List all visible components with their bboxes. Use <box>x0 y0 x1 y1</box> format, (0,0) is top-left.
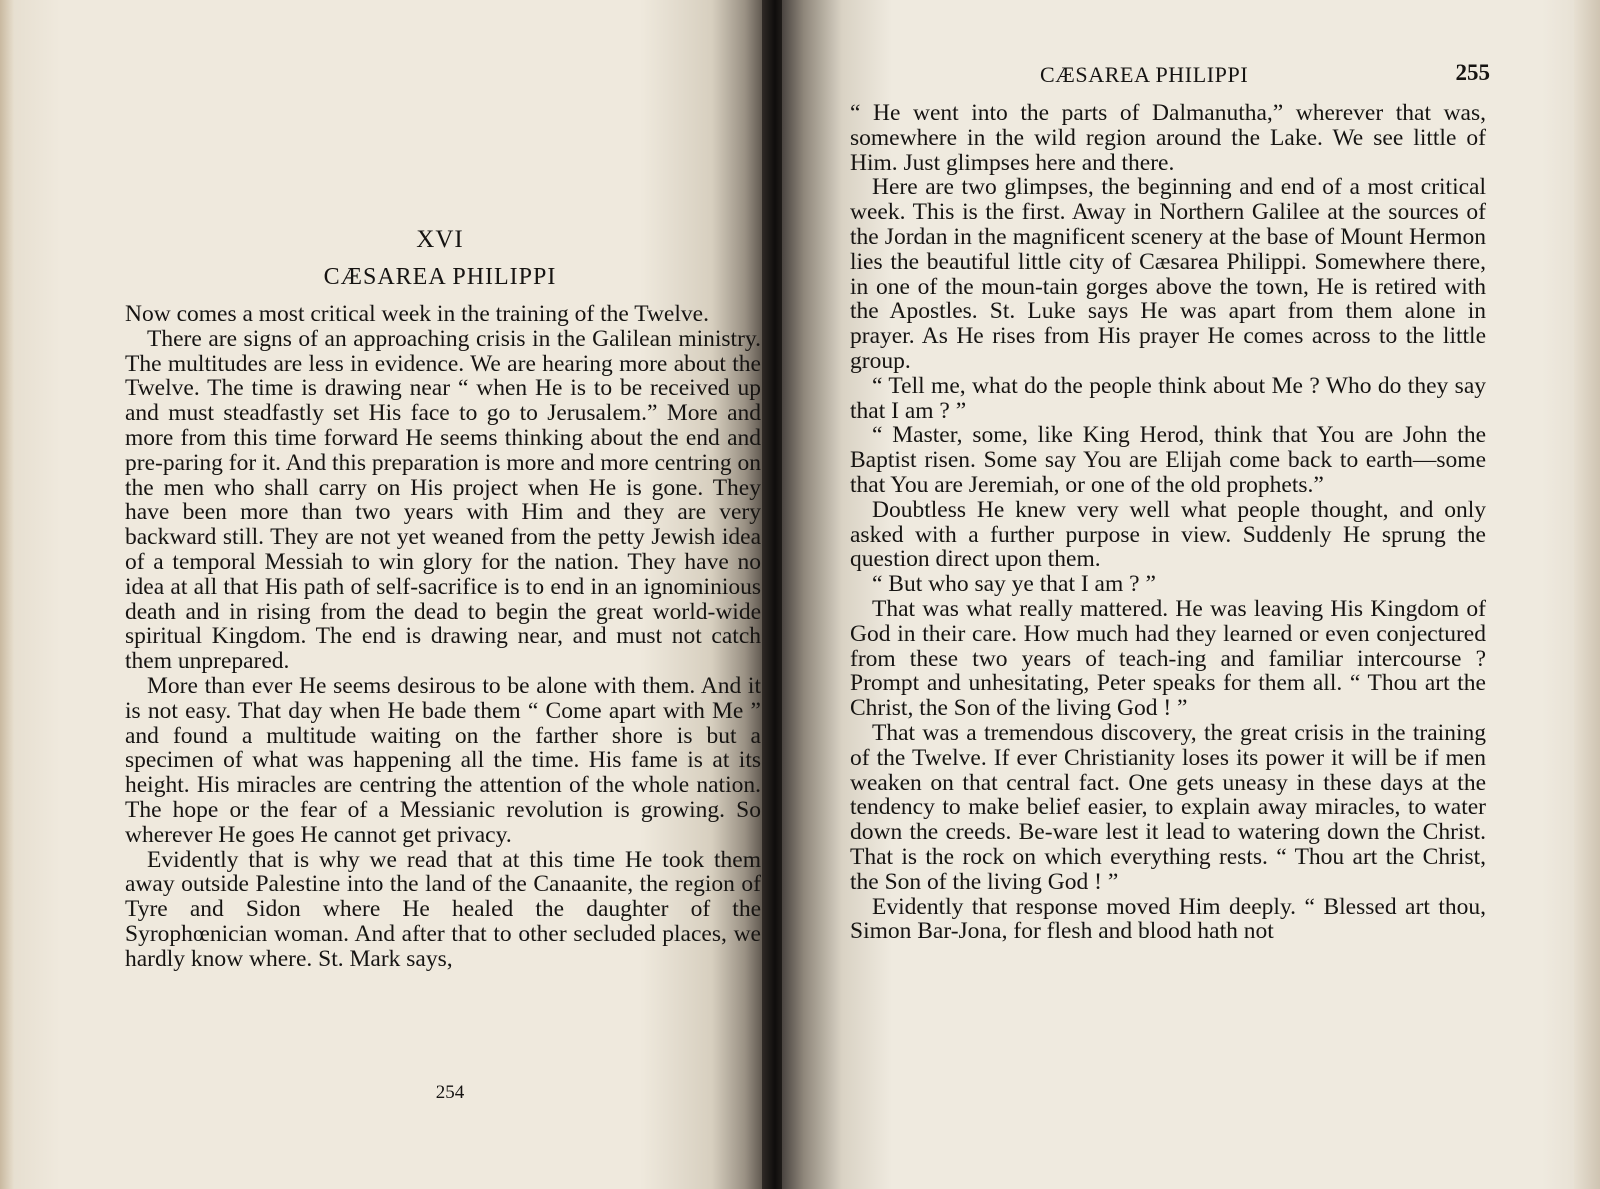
page-number-left: 254 <box>435 1082 465 1103</box>
paragraph: More than ever He seems desirous to be alone with them. And it is not easy. That day when He bade them “ Come apart with Me ” and found a multitude waiting on the farther shore is but a specimen of what was happening all the time. His fame is at its height. His miracles are centring the attention of the whole nation. The hope or the fear of a Messianic revolution is growing. So wherever He goes He cannot get privacy. <box>125 672 761 848</box>
paragraph: Evidently that response moved Him deeply. “ Blessed art thou, Simon Bar-Jona, for flesh and blood hath not <box>850 893 1486 945</box>
paragraph: Now comes a most critical week in the training of the Twelve. <box>125 301 709 327</box>
paragraph: “ He went into the parts of Dalmanutha,” wherever that was, somewhere in the wild region around the Lake. We see little of Him. Just glimpses here and there. <box>850 100 1486 176</box>
page-edge <box>1574 0 1600 1189</box>
right-page-text <box>850 101 1486 944</box>
paragraph: That was what really mattered. He was leaving His Kingdom of God in their care. How much had they learned or even conjectured from these two years of teach-ing and familiar intercourse ? Prompt and unhesitating, Peter speaks for them all. “ Thou art the Christ, the Son of the living God ! ” <box>850 595 1486 722</box>
left-page-text <box>125 302 761 972</box>
paragraph: “ Tell me, what do the people think about Me ? Who do they say that I am ? ” <box>850 372 1486 424</box>
paragraph: Evidently that is why we read that at this time He took them away outside Palestine into the land of the Canaanite, the region of Tyre and Sidon where He healed the daughter of the Syrophœnician woman. And after that to other secluded places, we hardly know where. St. Mark says, <box>125 846 761 972</box>
page-number-right: 255 <box>1455 60 1490 85</box>
page-edge <box>0 0 14 1189</box>
paragraph: “ But who say ye that I am ? ” <box>872 571 1156 598</box>
left-page <box>0 0 768 1189</box>
chapter-title: CÆSAREA PHILIPPI <box>323 264 557 290</box>
paragraph: There are signs of an approaching crisis in the Galilean ministry. The multitudes are less in evidence. We are hearing more about the Twelve. The time is drawing near “ when He is to be received up and must steadfastly set His face to go to Jerusalem.” More and more from this time forward He seems thinking about the end and pre-paring for it. And this preparation is more and more centring on the men who shall carry on His project when He is gone. They have been more than two years with Him and they are very backward still. They are not yet weaned from the petty Jewish idea of a temporal Messiah to win glory for the nation. They have no idea at all that His path of self-sacrifice is to end in an ignominious death and in rising from the dead to begin the great world-wide spiritual Kingdom. The end is drawing near, and must not catch them unprepared. <box>125 325 761 675</box>
paragraph: Doubtless He knew very well what people thought, and only asked with a further purpose in view. Suddenly He sprung the question direct upon them. <box>850 496 1486 573</box>
paragraph: Here are two glimpses, the beginning and end of a most critical week. This is the first. Away in Northern Galilee at the sources of the Jordan in the magnificent scenery at the base of Mount Hermon lies the beautiful little city of Cæsarea Philippi. Somewhere there, in one of the moun-tain gorges above the town, He is retired with the Apostles. St. Luke says He was apart from them alone in prayer. As He rises from His prayer He comes across to the little group. <box>850 174 1486 374</box>
chapter-number: XVI <box>416 226 464 253</box>
paragraph: “ Master, some, like King Herod, think that You are John the Baptist risen. Some say You are Elijah come back to earth—some that You are Jeremiah, or one of the old prophets.” <box>850 422 1486 498</box>
paragraph: That was a tremendous discovery, the great crisis in the training of the Twelve. If ever Christianity loses its power it will be if men weaken on that central fact. One gets uneasy in these days at the tendency to make belief easier, to explain away miracles, to water down the creeds. Be-ware lest it lead to watering down the Christ. That is the rock on which everything rests. “ Thou art the Christ, the Son of the living God ! ” <box>850 719 1486 895</box>
running-head: CÆSAREA PHILIPPI <box>1040 62 1249 87</box>
